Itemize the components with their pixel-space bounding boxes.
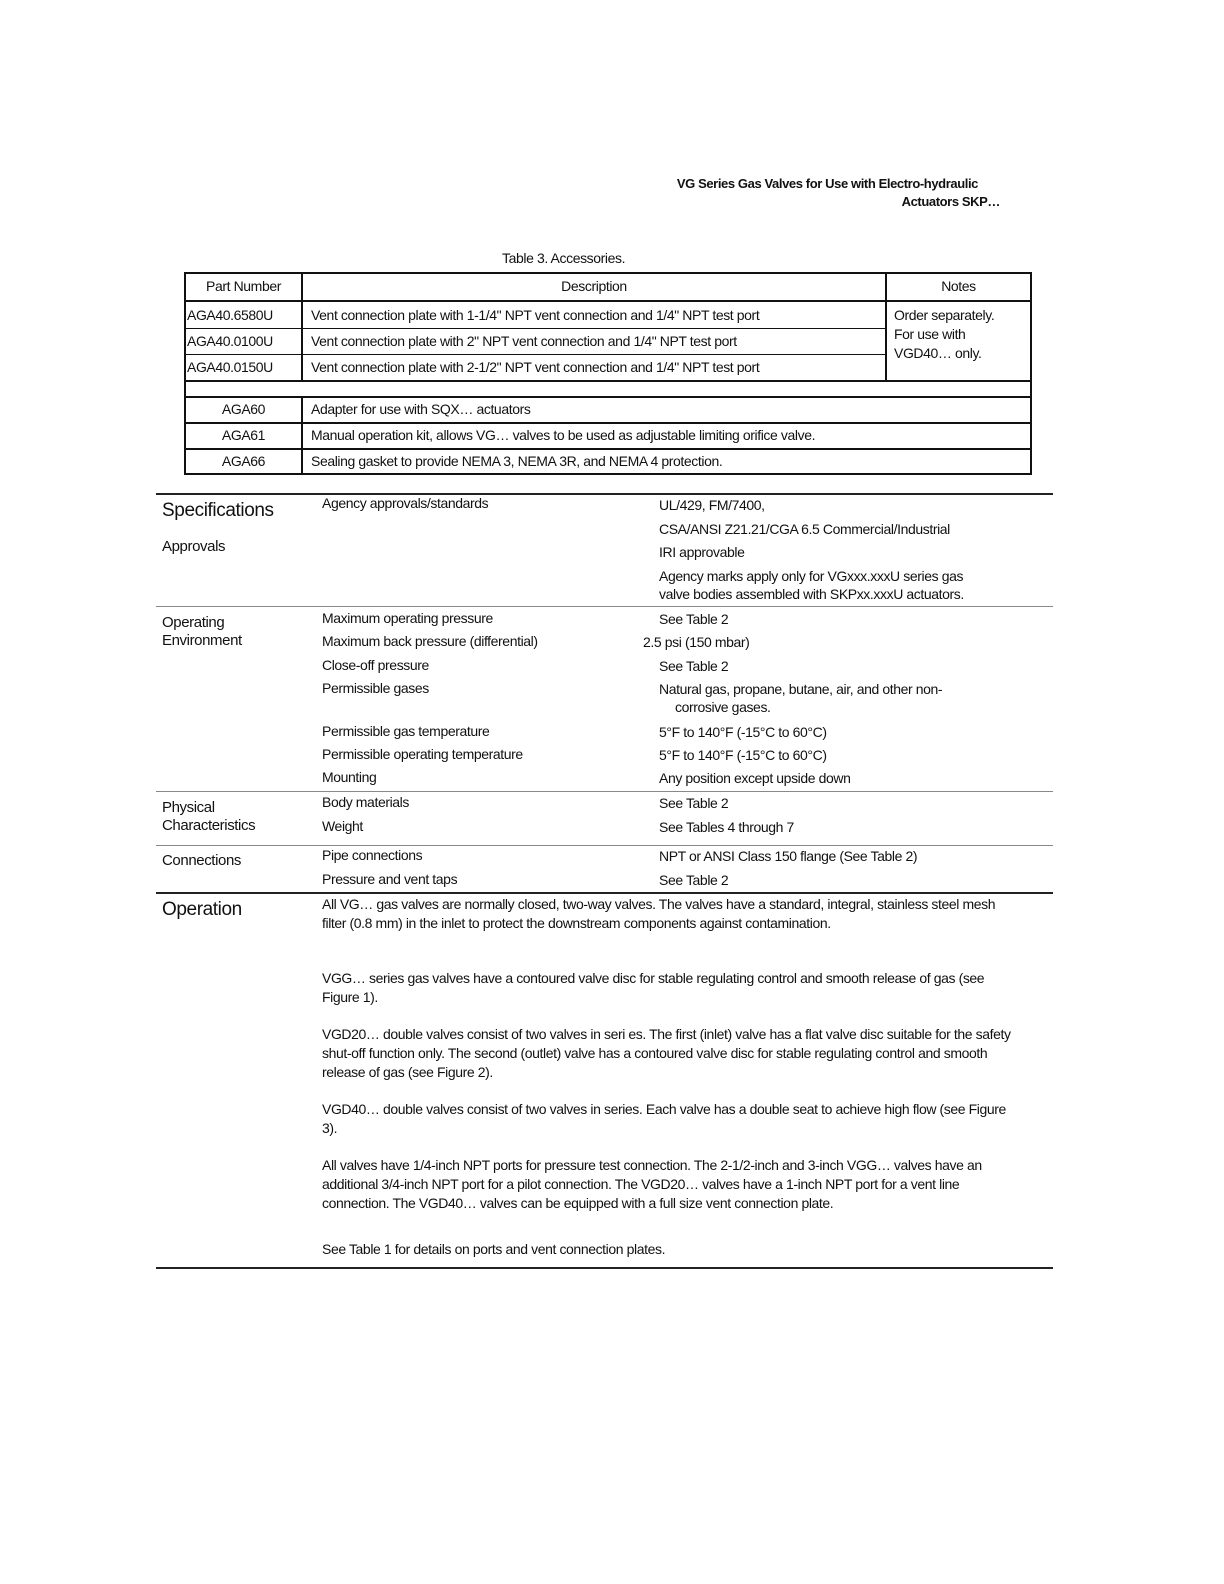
operation-paragraph: VGD40… double valves consist of two valves in series. Each valve has a double seat to achieve high flow (see Figure 3). (322, 1101, 1006, 1136)
operation-paragraph: VGG… series gas valves have a contoured valve disc for stable regulating control and smooth release of gas (see Figure 1). (322, 970, 985, 1005)
table-border-bottom (184, 473, 1032, 475)
table-cell-notes: Order separately. (894, 307, 995, 323)
spec-value: 2.5 psi (150 mbar) (643, 634, 750, 650)
spec-value: CSA/ANSI Z21.21/CGA 6.5 Commercial/Industrial (659, 521, 950, 537)
table-cell-description: Manual operation kit, allows VG… valves to be used as adjustable limiting orifice valve. (311, 427, 816, 443)
operation-paragraph: All valves have 1/4-inch NPT ports for pressure test connection. The 2-1/2-inch and 3-inch VGG… valves have an additional 3/4-inch NPT port for a pilot connection. The VGD20… valves have a 1-inch NPT port for a vent line connection. The VGD40… valves can be equipped with a full size vent connection plate. (322, 1157, 982, 1211)
spec-value: See Table 2 (659, 795, 729, 811)
spec-item: Pipe connections (322, 847, 423, 863)
table-cell-notes: VGD40… only. (894, 345, 982, 361)
table-row-divider (184, 422, 1032, 424)
table-row-divider (184, 328, 886, 329)
table-cell-part: AGA66 (221, 453, 266, 469)
operation-paragraph: All VG… gas valves are normally closed, two-way valves. The valves have a standard, integral, stainless steel mesh filter (0.8 mm) in the inlet to protect the downstream components against contamination. (322, 896, 996, 931)
operation-paragraph: See Table 1 for details on ports and vent connection plates. (322, 1241, 666, 1257)
table-row-divider (184, 380, 1032, 382)
physical-label-line1: Physical (162, 799, 215, 816)
connections-label: Connections (162, 852, 241, 869)
table-row-divider (184, 396, 1032, 398)
spec-item: Maximum operating pressure (322, 610, 493, 626)
spec-item: Agency approvals/standards (322, 495, 489, 511)
table-cell-part: AGA40.6580U (187, 307, 273, 323)
table-cell-part: AGA40.0100U (187, 333, 273, 349)
table-cell-part: AGA60 (221, 401, 266, 417)
spec-value: 5°F to 140°F (-15°C to 60°C) (659, 724, 827, 740)
section-rule (156, 892, 1053, 894)
spec-item: Permissible gases (322, 680, 429, 696)
spec-item: Mounting (322, 769, 377, 785)
spec-value: Agency marks apply only for VGxxx.xxxU series gas (659, 568, 964, 584)
spec-value: See Table 2 (659, 872, 729, 888)
operating-label-line2: Environment (162, 632, 242, 649)
spec-value: See Tables 4 through 7 (659, 819, 794, 835)
table-header-description: Description (561, 278, 627, 294)
spec-item: Permissible operating temperature (322, 746, 523, 762)
table-col-divider (301, 396, 303, 475)
operation-title: Operation (162, 899, 242, 920)
spec-value: Any position except upside down (659, 770, 851, 786)
operating-label-line1: Operating (162, 614, 225, 631)
header-title-line1: VG Series Gas Valves for Use with Electro-hydraulic (676, 176, 978, 191)
table-header-notes: Notes (941, 278, 976, 294)
spec-item: Weight (322, 818, 363, 834)
operation-paragraph: VGD20… double valves consist of two valves in seri es. The first (inlet) valve has a flat valve disc suitable for the safety shut-off function only. The second (outlet) valve has a contoured valve disc for stable regulating control and smooth release of gas (see Figure 2). (322, 1026, 1011, 1080)
table-cell-description: Vent connection plate with 1-1/4" NPT vent connection and 1/4" NPT test port (311, 307, 760, 323)
table-caption: Table 3. Accessories. (502, 250, 626, 266)
physical-label-line2: Characteristics (162, 817, 256, 834)
section-rule (156, 791, 1053, 792)
spec-value: See Table 2 (659, 658, 729, 674)
spec-value: See Table 2 (659, 611, 729, 627)
section-rule-bottom (156, 1267, 1053, 1269)
table-header-part: Part Number (206, 278, 281, 294)
table-cell-notes: For use with (894, 326, 966, 342)
approvals-label: Approvals (162, 538, 226, 555)
table-cell-description: Sealing gasket to provide NEMA 3, NEMA 3R, and NEMA 4 protection. (311, 453, 723, 469)
specifications-title: Specifications (162, 500, 274, 521)
header-title-line2: Actuators SKP… (901, 194, 1000, 209)
spec-item: Pressure and vent taps (322, 871, 458, 887)
table-row-divider (184, 354, 886, 355)
spec-item: Permissible gas temperature (322, 723, 490, 739)
table-border-left (184, 272, 186, 475)
spec-value: IRI approvable (659, 544, 745, 560)
section-rule (156, 845, 1053, 846)
table-cell-description: Vent connection plate with 2-1/2" NPT vent connection and 1/4" NPT test port (311, 359, 760, 375)
spec-value: NPT or ANSI Class 150 flange (See Table 2) (659, 848, 918, 864)
table-border-right (1030, 272, 1032, 475)
spec-item: Maximum back pressure (differential) (322, 633, 538, 649)
spec-item: Close-off pressure (322, 657, 429, 673)
spec-item: Body materials (322, 794, 409, 810)
section-rule (156, 606, 1053, 607)
section-rule (156, 493, 1053, 495)
table-border-top (184, 272, 1032, 274)
table-cell-description: Vent connection plate with 2" NPT vent connection and 1/4" NPT test port (311, 333, 737, 349)
spec-value: Natural gas, propane, butane, air, and other non- (659, 681, 943, 697)
table-cell-part: AGA61 (221, 427, 266, 443)
spec-value: corrosive gases. (675, 699, 771, 715)
spec-value: UL/429, FM/7400, (659, 497, 765, 513)
spec-value: valve bodies assembled with SKPxx.xxxU actuators. (659, 586, 964, 602)
table-row-divider (184, 448, 1032, 450)
table-cell-part: AGA40.0150U (187, 359, 273, 375)
table-cell-description: Adapter for use with SQX… actuators (311, 401, 531, 417)
table-header-divider (184, 300, 1032, 302)
spec-value: 5°F to 140°F (-15°C to 60°C) (659, 747, 827, 763)
